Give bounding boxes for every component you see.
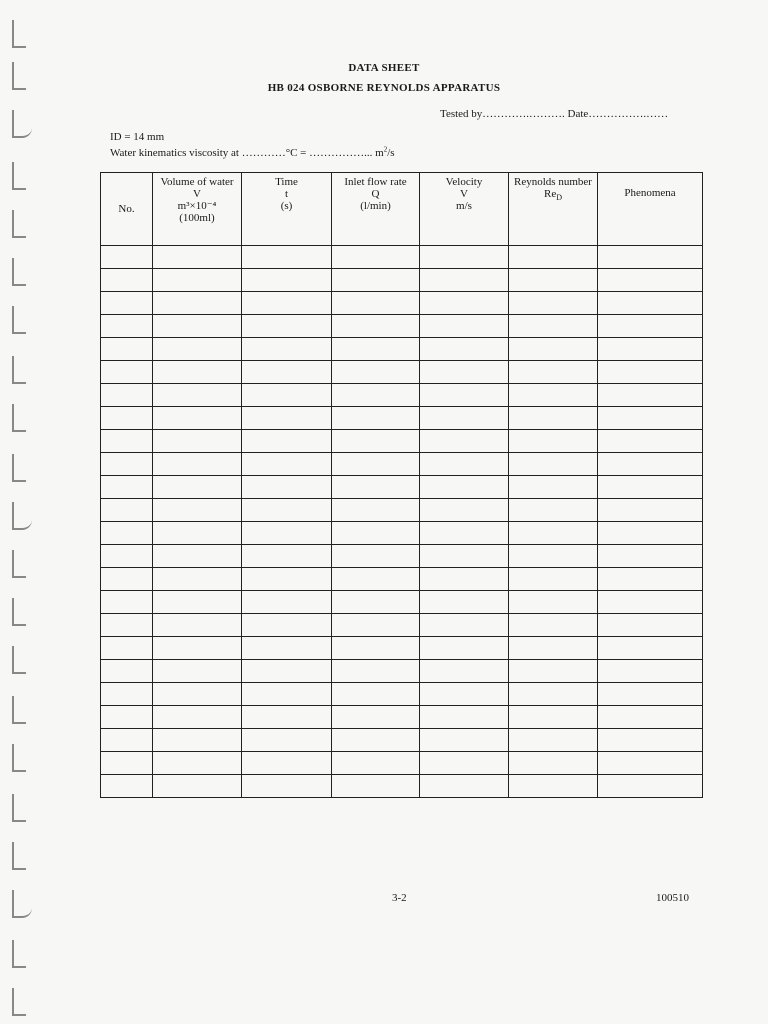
table-cell [598, 499, 703, 522]
table-cell [101, 338, 153, 361]
table-cell [420, 315, 509, 338]
table-cell [153, 315, 242, 338]
table-cell [598, 407, 703, 430]
table-cell [332, 752, 420, 775]
table-row [101, 545, 703, 568]
table-cell [332, 499, 420, 522]
table-cell [242, 683, 332, 706]
binding-hole-mark [12, 20, 26, 48]
table-cell [598, 729, 703, 752]
table-cell [242, 591, 332, 614]
table-cell [153, 453, 242, 476]
binding-holes [4, 0, 34, 1024]
table-cell [332, 246, 420, 269]
table-cell [101, 384, 153, 407]
table-cell [598, 292, 703, 315]
table-cell [242, 246, 332, 269]
binding-hole-mark [12, 306, 26, 334]
table-row [101, 729, 703, 752]
table-cell [420, 568, 509, 591]
table-cell [153, 499, 242, 522]
table-cell [509, 545, 598, 568]
table-cell [509, 637, 598, 660]
table-cell [332, 660, 420, 683]
table-cell [509, 407, 598, 430]
table-cell [153, 522, 242, 545]
table-cell [509, 453, 598, 476]
table-cell [509, 315, 598, 338]
table-cell [101, 775, 153, 798]
col-flowrate-symbol: Q [371, 188, 380, 200]
table-cell [509, 430, 598, 453]
table-cell [242, 545, 332, 568]
table-cell [598, 591, 703, 614]
table-cell [242, 729, 332, 752]
table-cell [420, 476, 509, 499]
table-cell [101, 292, 153, 315]
binding-hole-mark [12, 356, 26, 384]
table-cell [332, 545, 420, 568]
table-cell [509, 568, 598, 591]
table-cell [509, 614, 598, 637]
table-cell [242, 269, 332, 292]
binding-hole-mark [12, 210, 26, 238]
table-cell [332, 430, 420, 453]
table-cell [153, 476, 242, 499]
table-cell [242, 453, 332, 476]
table-cell [598, 660, 703, 683]
col-volume-note: (100ml) [179, 212, 215, 224]
binding-hole-mark [12, 550, 26, 578]
table-row [101, 706, 703, 729]
table-cell [242, 315, 332, 338]
col-volume-label: Volume of water [160, 176, 234, 188]
table-cell [420, 430, 509, 453]
table-cell [420, 637, 509, 660]
col-time-unit: (s) [280, 200, 293, 212]
binding-hole-mark [12, 502, 32, 530]
binding-hole-mark [12, 890, 32, 918]
table-cell [101, 637, 153, 660]
table-row [101, 453, 703, 476]
table-cell [242, 476, 332, 499]
table-cell [153, 246, 242, 269]
col-phenomena-label: Phenomena [624, 187, 676, 199]
table-cell [420, 292, 509, 315]
table-cell [598, 453, 703, 476]
table-cell [509, 706, 598, 729]
table-cell [598, 522, 703, 545]
table-cell [420, 706, 509, 729]
table-cell [509, 775, 598, 798]
table-cell [332, 637, 420, 660]
table-row [101, 637, 703, 660]
table-row [101, 430, 703, 453]
table-cell [101, 591, 153, 614]
table-cell [101, 315, 153, 338]
table-cell [101, 568, 153, 591]
table-cell [242, 522, 332, 545]
binding-hole-mark [12, 988, 26, 1016]
table-cell [420, 407, 509, 430]
binding-hole-mark [12, 940, 26, 968]
table-cell [509, 729, 598, 752]
table-cell [242, 637, 332, 660]
table-cell [332, 361, 420, 384]
table-cell [153, 292, 242, 315]
table-cell [242, 752, 332, 775]
col-time-header [242, 173, 332, 246]
table-cell [509, 752, 598, 775]
table-cell [153, 269, 242, 292]
table-cell [598, 361, 703, 384]
table-cell [101, 453, 153, 476]
table-cell [332, 315, 420, 338]
page-number: 3-2 [392, 892, 407, 904]
table-cell [598, 637, 703, 660]
binding-hole-mark [12, 404, 26, 432]
table-cell [598, 614, 703, 637]
table-row [101, 246, 703, 269]
table-row [101, 476, 703, 499]
table-cell [332, 706, 420, 729]
document-code: 100510 [656, 892, 689, 904]
table-cell [242, 499, 332, 522]
table-cell [420, 338, 509, 361]
table-cell [101, 660, 153, 683]
table-row [101, 499, 703, 522]
table-cell [153, 752, 242, 775]
table-cell [332, 683, 420, 706]
table-cell [242, 614, 332, 637]
table-cell [101, 269, 153, 292]
table-cell [153, 384, 242, 407]
table-cell [101, 246, 153, 269]
table-cell [101, 407, 153, 430]
table-cell [101, 361, 153, 384]
viscosity-text: Water kinematics viscosity at …………°C = ……………... m [110, 147, 384, 159]
table-row [101, 315, 703, 338]
table-cell [332, 775, 420, 798]
table-row [101, 338, 703, 361]
table-cell [153, 430, 242, 453]
table-row [101, 591, 703, 614]
table-cell [509, 292, 598, 315]
col-flowrate-unit: (l/min) [360, 200, 391, 212]
table-cell [332, 522, 420, 545]
binding-hole-mark [12, 696, 26, 724]
table-cell [153, 568, 242, 591]
table-cell [598, 315, 703, 338]
table-cell [509, 660, 598, 683]
table-row [101, 361, 703, 384]
col-velocity-header [420, 173, 509, 246]
table-cell [420, 499, 509, 522]
table-cell [509, 591, 598, 614]
table-row [101, 568, 703, 591]
table-cell [101, 545, 153, 568]
table-cell [242, 706, 332, 729]
table-cell [420, 660, 509, 683]
table-cell [598, 752, 703, 775]
table-cell [420, 246, 509, 269]
table-cell [509, 499, 598, 522]
table-cell [242, 407, 332, 430]
table-cell [598, 683, 703, 706]
table-cell [420, 683, 509, 706]
table-cell [598, 706, 703, 729]
table-cell [101, 752, 153, 775]
id-line: ID = 14 mm [110, 131, 165, 143]
table-cell [598, 775, 703, 798]
table-cell [332, 476, 420, 499]
table-cell [420, 384, 509, 407]
col-flowrate-header [332, 173, 420, 246]
col-flowrate-label: Inlet flow rate [344, 176, 407, 188]
table-cell [332, 729, 420, 752]
table-cell [153, 775, 242, 798]
binding-hole-mark [12, 744, 26, 772]
table-cell [101, 614, 153, 637]
binding-hole-mark [12, 162, 26, 190]
col-volume-header [153, 173, 242, 246]
table-cell [153, 338, 242, 361]
table-row [101, 660, 703, 683]
table-cell [101, 706, 153, 729]
table-row [101, 407, 703, 430]
table-row [101, 752, 703, 775]
table-header-row [101, 173, 703, 246]
table-cell [509, 683, 598, 706]
table-cell [153, 660, 242, 683]
col-no-label: No. [118, 203, 135, 215]
viscosity-exponent: 2 [383, 145, 388, 154]
table-cell [509, 246, 598, 269]
table-cell [598, 545, 703, 568]
table-cell [242, 338, 332, 361]
table-cell [153, 407, 242, 430]
table-cell [332, 269, 420, 292]
table-cell [242, 660, 332, 683]
table-row [101, 683, 703, 706]
col-reynolds-header [509, 173, 598, 246]
col-no-header [101, 173, 153, 246]
data-table [100, 172, 703, 798]
table-cell [242, 568, 332, 591]
table-cell [153, 706, 242, 729]
col-reynolds-label: Reynolds number [514, 176, 592, 188]
table-cell [101, 476, 153, 499]
table-cell [332, 407, 420, 430]
table-cell [153, 545, 242, 568]
table-cell [153, 683, 242, 706]
col-time-label: Time [275, 176, 298, 188]
col-velocity-unit: m/s [456, 200, 472, 212]
table-row [101, 775, 703, 798]
table-cell [332, 591, 420, 614]
table-row [101, 522, 703, 545]
table-cell [101, 522, 153, 545]
table-row [101, 292, 703, 315]
table-cell [420, 269, 509, 292]
col-reynolds-symbol: $Re_D$ [543, 188, 562, 203]
binding-hole-mark [12, 454, 26, 482]
table-cell [420, 614, 509, 637]
binding-hole-mark [12, 794, 26, 822]
table-cell [153, 637, 242, 660]
table-cell [153, 729, 242, 752]
table-cell [598, 384, 703, 407]
table-cell [242, 292, 332, 315]
table-cell [153, 591, 242, 614]
table-row [101, 269, 703, 292]
table-cell [420, 545, 509, 568]
table-cell [101, 430, 153, 453]
table-cell [509, 384, 598, 407]
col-phenomena-header [598, 173, 703, 246]
table-cell [242, 775, 332, 798]
col-velocity-label: Velocity [445, 176, 483, 188]
table-cell [420, 775, 509, 798]
table-cell [332, 292, 420, 315]
table-cell [101, 729, 153, 752]
table-cell [332, 453, 420, 476]
table-cell [153, 614, 242, 637]
table-cell [509, 338, 598, 361]
table-cell [153, 361, 242, 384]
table-row [101, 384, 703, 407]
binding-hole-mark [12, 110, 32, 138]
table-cell [242, 384, 332, 407]
table-cell [242, 361, 332, 384]
table-cell [332, 384, 420, 407]
table-cell [101, 499, 153, 522]
col-velocity-symbol: V [460, 188, 468, 200]
table-cell [598, 269, 703, 292]
col-volume-symbol: V [193, 188, 201, 200]
binding-hole-mark [12, 842, 26, 870]
table-cell [598, 246, 703, 269]
table-cell [332, 568, 420, 591]
table-cell [598, 568, 703, 591]
table-cell [420, 729, 509, 752]
tested-by-date-line: Tested by………….………. Date…………….…… [440, 108, 669, 120]
table-row [101, 614, 703, 637]
sheet-title: DATA SHEET [348, 62, 420, 74]
table-cell [332, 338, 420, 361]
col-time-symbol: t [284, 188, 289, 200]
apparatus-title: HB 024 OSBORNE REYNOLDS APPARATUS [267, 82, 501, 94]
table-cell [242, 430, 332, 453]
viscosity-line [110, 147, 395, 159]
table-cell [598, 338, 703, 361]
table-cell [420, 752, 509, 775]
table-cell [420, 361, 509, 384]
col-volume-unit: m³×10⁻⁴ [177, 200, 217, 212]
binding-hole-mark [12, 258, 26, 286]
table-cell [509, 269, 598, 292]
table-cell [101, 683, 153, 706]
table-cell [509, 522, 598, 545]
table-body [101, 246, 703, 798]
binding-hole-mark [12, 646, 26, 674]
table-cell [509, 361, 598, 384]
table-cell [332, 614, 420, 637]
table-cell [598, 476, 703, 499]
table-cell [420, 453, 509, 476]
binding-hole-mark [12, 598, 26, 626]
table-cell [420, 522, 509, 545]
table-cell [509, 476, 598, 499]
table-cell [598, 430, 703, 453]
viscosity-unit: /s [387, 147, 395, 159]
table-cell [420, 591, 509, 614]
